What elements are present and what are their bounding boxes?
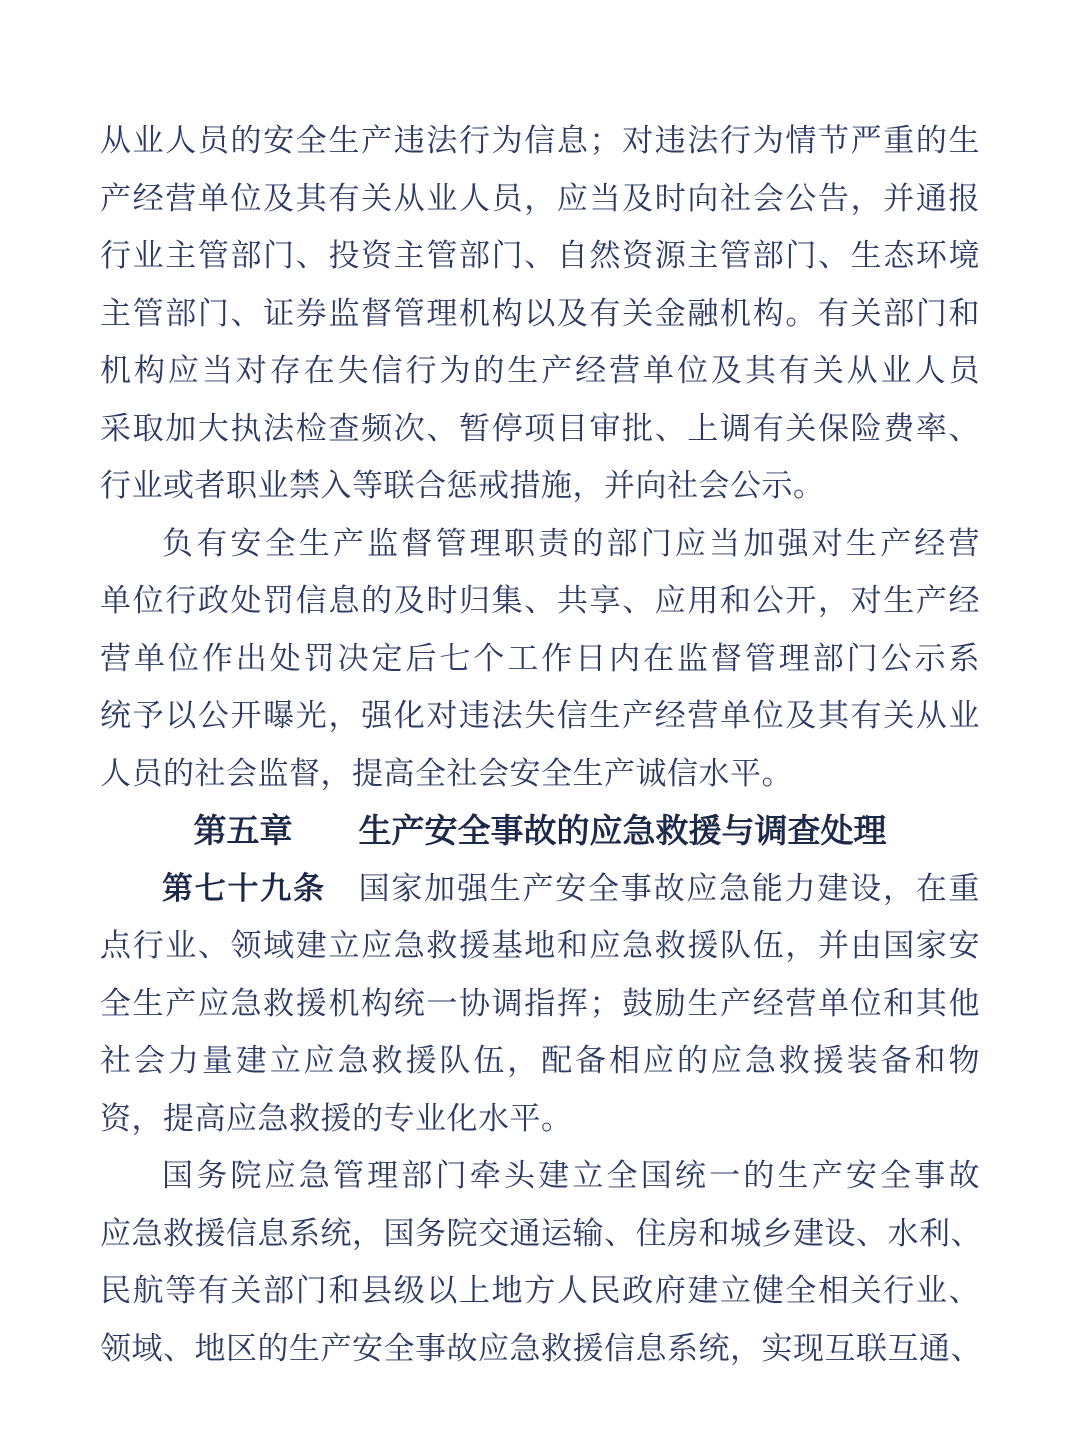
text-line: 机构应当对存在失信行为的生产经营单位及其有关从业人员 — [100, 353, 980, 388]
paragraph — [100, 1147, 980, 1377]
article-number: 第七十九条 — [162, 870, 326, 906]
text-line: 民航等有关部门和县级以上地方人民政府建立健全相关行业、 — [100, 1273, 980, 1308]
text-line: 行业或者职业禁入等联合惩戒措施，并向社会公示。 — [100, 468, 825, 503]
text-line: 产经营单位及其有关从业人员，应当及时向社会公告，并通报 — [100, 180, 980, 216]
text-line: 单位行政处罚信息的及时归集、共享、应用和公开，对生产经 — [100, 583, 980, 618]
text-line: 资，提高应急救援的专业化水平。 — [100, 1100, 573, 1136]
text-line: 社会力量建立应急救援队伍，配备相应的应急救援装备和物 — [100, 1043, 980, 1078]
paragraph-continuation — [100, 112, 980, 515]
text-line: 统予以公开曝光，强化对违法失信生产经营单位及其有关从业 — [100, 698, 980, 733]
paragraph-article-79 — [100, 860, 980, 1148]
article-first-line-text: 国家加强生产安全事故应急能力建设，在重 — [325, 870, 981, 906]
paragraph — [100, 515, 980, 803]
text-line: 全生产应急救援机构统一协调指挥；鼓励生产经营单位和其他 — [100, 985, 980, 1021]
text-line: 行业主管部门、投资主管部门、自然资源主管部门、生态环境 — [100, 238, 980, 273]
text-line: 从业人员的安全生产违法行为信息；对违法行为情节严重的生 — [100, 123, 980, 158]
text-line: 点行业、领域建立应急救援基地和应急救援队伍，并由国家安 — [100, 928, 980, 963]
text-line: 主管部门、证券监督管理机构以及有关金融机构。有关部门和 — [100, 295, 980, 331]
text-line: 营单位作出处罚决定后七个工作日内在监督管理部门公示系 — [100, 640, 980, 676]
chapter-heading — [100, 802, 980, 860]
text-line: 国务院应急管理部门牵头建立全国统一的生产安全事故 — [162, 1158, 980, 1193]
text-line: 领域、地区的生产安全事故应急救援信息系统，实现互联互通、 — [100, 1330, 982, 1366]
text-line: 采取加大执法检查频次、暂停项目审批、上调有关保险费率、 — [100, 410, 980, 446]
chapter-title: 生产安全事故的应急救援与调查处理 — [358, 812, 887, 849]
chapter-number: 第五章 — [193, 812, 293, 849]
text-line — [100, 860, 980, 918]
text-line: 应急救援信息系统，国务院交通运输、住房和城乡建设、水利、 — [100, 1215, 982, 1251]
text-line: 负有安全生产监督管理职责的部门应当加强对生产经营 — [162, 525, 980, 561]
text-line: 人员的社会监督，提高全社会安全生产诚信水平。 — [100, 755, 793, 791]
